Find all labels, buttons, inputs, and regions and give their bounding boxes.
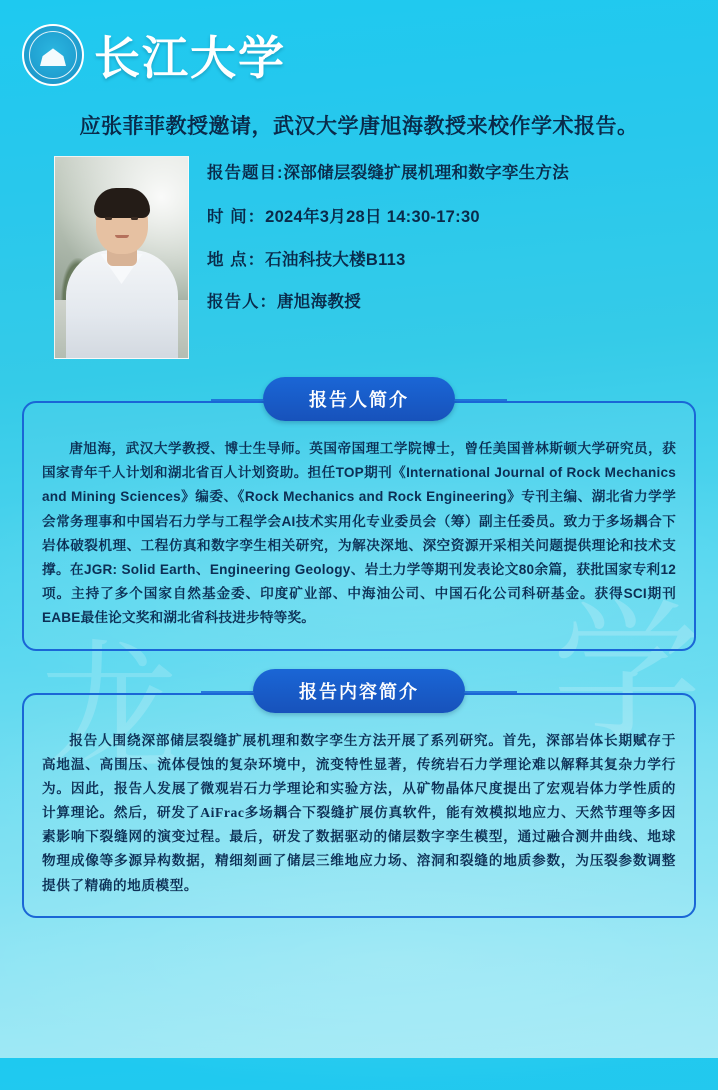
photo-eye-left — [105, 217, 112, 220]
lecture-place-label: 地 点： — [207, 250, 266, 269]
seal-gate-shape — [40, 44, 66, 66]
abstract-text: 报告人围绕深部储层裂缝扩展机理和数字孪生方法开展了系列研究。首先，深部岩体长期赋存于高地温、高围压、流体侵蚀的复杂环境中，流变特性显著，传统岩石力学理论难以解释其复杂力学行为。因此，报告人发展了微观岩石力学理论和实验方法，从矿物晶体尺度提出了宏观岩体力学性质的计算理论。然后，研发了AiFrac多场耦合下裂缝扩展仿真软件，能有效模拟地应力、天然节理等多因素影响下裂缝网的演变过程。最后，研发了数据驱动的储层数字孪生模型，通过融合测井曲线、地球物理成像等多源异构数据，精细刻画了储层三维地应力场、溶洞和裂缝的地质参数，为压裂参数调整提供了精确的地质模型。 — [42, 732, 676, 893]
page-title: 应张菲菲教授邀请，武汉大学唐旭海教授来校作学术报告。 — [79, 115, 639, 138]
speaker-bio-heading: 报告人简介 — [263, 377, 455, 421]
speaker-bio-heading-wrap — [22, 377, 696, 421]
lecture-info-row — [0, 156, 718, 359]
lecture-topic-value: 深部储层裂缝扩展机理和数字孪生方法 — [283, 164, 570, 182]
abstract-heading-wrap — [22, 669, 696, 713]
lecture-topic-label: 报告题目: — [207, 164, 284, 182]
speaker-bio-section — [0, 377, 718, 651]
speaker-bio-card — [22, 401, 696, 651]
lecture-speaker-label: 报告人： — [207, 292, 277, 311]
photo-hair — [94, 188, 150, 218]
photo-mouth — [115, 235, 129, 238]
watermark-left: 龙 — [40, 632, 185, 787]
lecture-time-label: 时 间： — [207, 208, 266, 227]
speaker-photo — [54, 156, 189, 359]
lecture-time-value: 2024年3月28日 14:30-17:30 — [265, 208, 480, 227]
lecture-place-value: 石油科技大楼B113 — [265, 250, 406, 269]
watermark-right: 学 — [551, 592, 708, 758]
abstract-section — [0, 669, 718, 918]
abstract-card — [22, 693, 696, 918]
university-seal-icon — [22, 24, 84, 86]
lecture-speaker-value: 唐旭海教授 — [277, 292, 361, 311]
lecture-speaker-line — [207, 291, 690, 313]
poster-header — [0, 0, 718, 92]
lecture-time-line — [207, 206, 690, 228]
lecture-details — [207, 156, 690, 333]
lecture-place-line — [207, 249, 690, 271]
photo-eye-right — [131, 217, 138, 220]
abstract-heading: 报告内容简介 — [253, 669, 465, 713]
university-name: 长江大学 — [94, 33, 286, 84]
speaker-bio-text: 唐旭海，武汉大学教授、博士生导师。英国帝国理工学院博士，曾任美国普林斯顿大学研究员，获国家青年千人计划和湖北省百人计划资助。担任TOP期刊《International Journal of Rock Mechanics and Mining Sciences》编委、《Rock Mechanics and Rock Engineering》专刊主编、湖北省力学学会常务理事和中国岩石力学与工程学会AI技术实用化专业委员会（筹）副主任委员。致力于多场耦合下岩体破裂机理、工程仿真和数字孪生相关研究，为解决深地、深空资源开采相关问题提供理论和技术支撑。在JGR: Solid Earth、Engineering Geology、岩土力学等期刊发表论文80余篇，获批国家专利12项。主持了多个国家自然基金委、印度矿业部、中海油公司、中国石化公司科研基金。获得SCI期刊EABE最佳论文奖和湖北省科技进步特等奖。 — [42, 441, 676, 626]
lecture-topic-line — [207, 162, 690, 184]
